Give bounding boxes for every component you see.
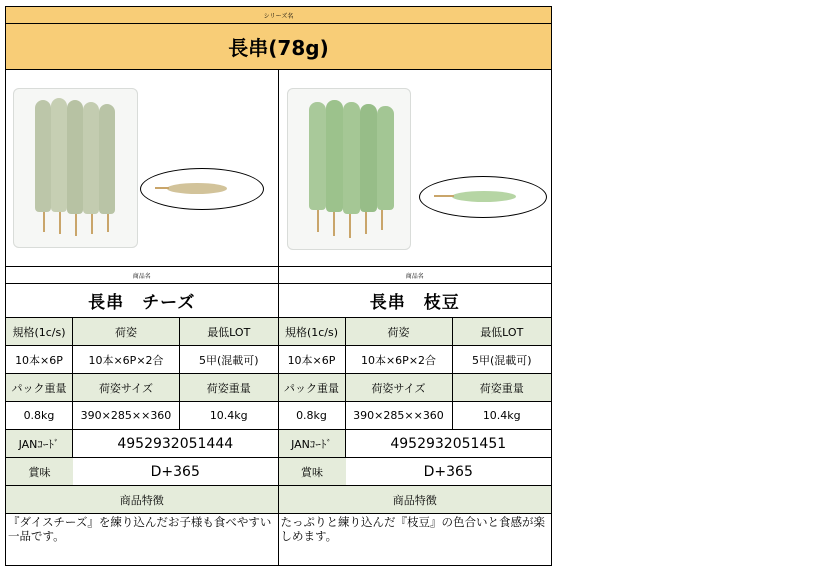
shelf-life-label: 賞味 — [279, 458, 346, 486]
series-title: 長串(78g) — [6, 24, 551, 70]
spec-value: 10本×6P — [6, 346, 73, 374]
packing-label: 荷姿 — [346, 318, 453, 346]
jan-row — [279, 430, 552, 486]
min-lot-value: 5甲(混載可) — [180, 346, 278, 374]
packing-label: 荷姿 — [73, 318, 180, 346]
packing-size-value: 390×285××360 — [73, 402, 180, 430]
packing-weight-value: 10.4kg — [453, 402, 552, 430]
packing-value: 10本×6P×2合 — [73, 346, 180, 374]
pack-weight-value: 0.8kg — [6, 402, 73, 430]
product-spec-sheet — [5, 6, 552, 566]
jan-value: 4952932051444 — [73, 430, 278, 458]
packing-size-label: 荷姿サイズ — [346, 374, 453, 402]
features-label: 商品特徴 — [279, 486, 552, 514]
product-column-edamame — [279, 70, 552, 565]
spec-label: 規格(1c/s) — [6, 318, 73, 346]
product-name: 長串 チーズ — [6, 284, 278, 318]
min-lot-label: 最低LOT — [453, 318, 552, 346]
series-name-label: シリーズ名 — [6, 7, 551, 24]
packing-weight-label: 荷姿重量 — [453, 374, 552, 402]
spec-label: 規格(1c/s) — [279, 318, 346, 346]
shelf-life-value: D+365 — [73, 458, 278, 486]
single-skewer-ellipse — [140, 168, 264, 210]
min-lot-value: 5甲(混載可) — [453, 346, 552, 374]
spec-grid — [6, 318, 278, 430]
jan-row — [6, 430, 278, 486]
single-skewer-ellipse — [419, 176, 547, 218]
product-columns — [6, 70, 551, 565]
min-lot-label: 最低LOT — [180, 318, 278, 346]
product-photo-cheese — [6, 70, 278, 267]
jan-label: JANｺｰﾄﾞ — [279, 430, 346, 458]
pack-weight-label: パック重量 — [279, 374, 346, 402]
spec-value: 10本×6P — [279, 346, 346, 374]
product-name: 長串 枝豆 — [279, 284, 552, 318]
product-photo-edamame — [279, 70, 552, 267]
pack-weight-label: パック重量 — [6, 374, 73, 402]
product-name-label: 商品名 — [6, 267, 278, 284]
product-column-cheese — [6, 70, 279, 565]
feature-text: 『ダイスチーズ』を練り込んだお子様も食べやすい一品です。 — [8, 515, 272, 543]
pack-weight-value: 0.8kg — [279, 402, 346, 430]
packing-weight-value: 10.4kg — [180, 402, 278, 430]
tray-image — [13, 88, 138, 248]
shelf-life-value: D+365 — [346, 458, 552, 486]
jan-label: JANｺｰﾄﾞ — [6, 430, 73, 458]
shelf-life-label: 賞味 — [6, 458, 73, 486]
packing-size-value: 390×285××360 — [346, 402, 453, 430]
feature-text: たっぷりと練り込んだ『枝豆』の色合いと食感が楽しめます。 — [280, 515, 545, 543]
tray-image — [287, 88, 411, 250]
packing-value: 10本×6P×2合 — [346, 346, 453, 374]
spec-grid — [279, 318, 552, 430]
jan-value: 4952932051451 — [346, 430, 552, 458]
features-label: 商品特徴 — [6, 486, 278, 514]
product-name-label: 商品名 — [279, 267, 552, 284]
packing-weight-label: 荷姿重量 — [180, 374, 278, 402]
packing-size-label: 荷姿サイズ — [73, 374, 180, 402]
